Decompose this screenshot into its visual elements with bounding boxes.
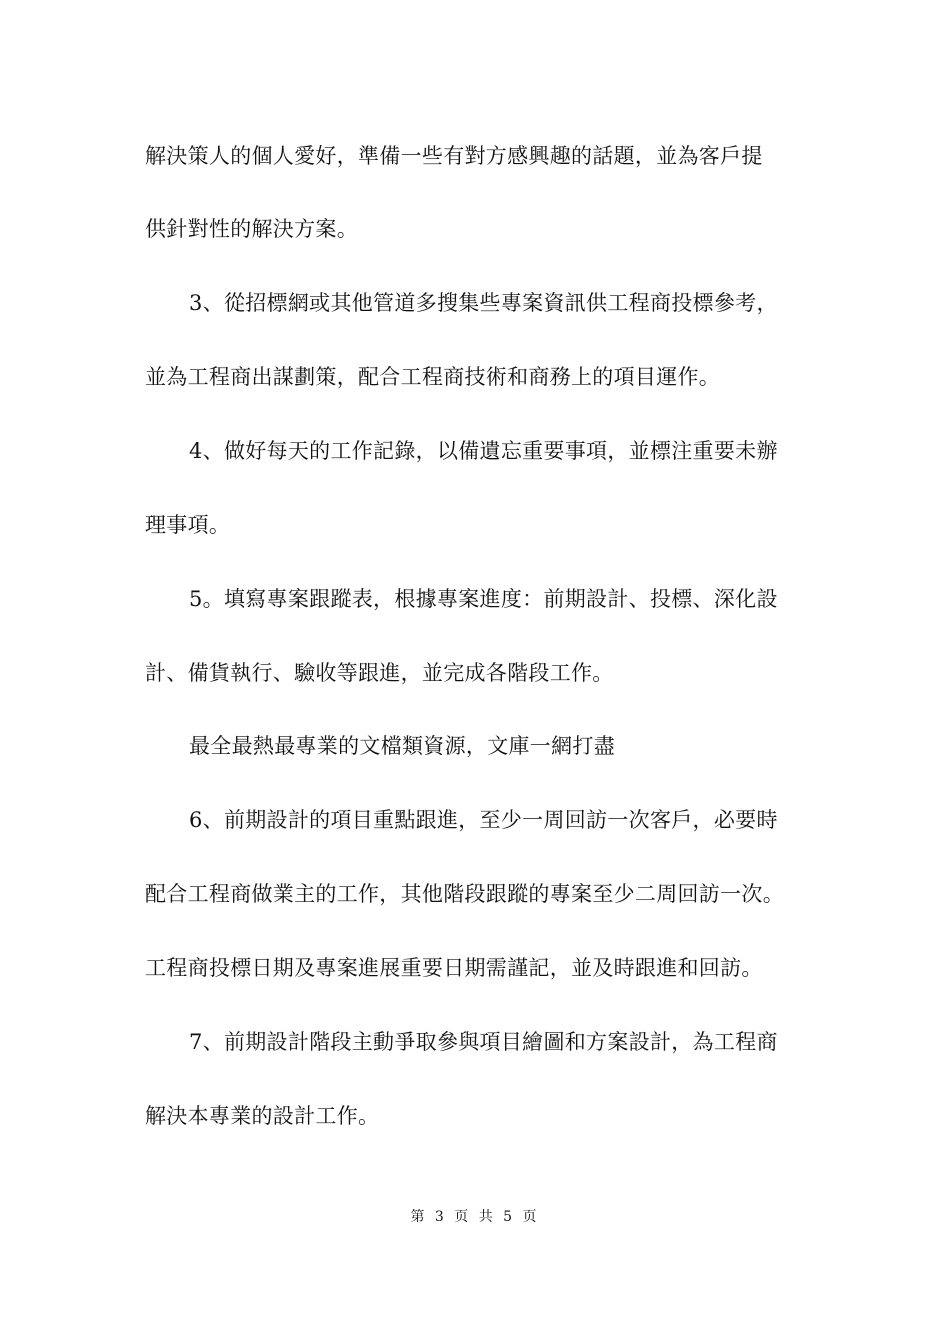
- body-line: 7、前期設計階段主動爭取參與項目繪圖和方案設計，為工程商: [189, 1030, 778, 1054]
- body-line: 5。填寫專案跟蹤表，根據專案進度：前期設計、投標、深化設: [189, 587, 778, 611]
- body-line: 4、做好每天的工作記錄，以備遺忘重要事項，並標注重要未辦: [189, 439, 778, 463]
- body-line: 解決本專業的設計工作。: [145, 1104, 380, 1128]
- body-line: 計、備貨執行、驗收等跟進，並完成各階段工作。: [145, 661, 614, 685]
- body-line: 工程商投標日期及專案進展重要日期需謹記，並及時跟進和回訪。: [145, 956, 763, 980]
- body-line: 理事項。: [145, 513, 231, 537]
- inserted-ad-line: 最全最熱最專業的文檔類資源，文庫一網打盡: [189, 734, 615, 758]
- body-line: 6、前期設計的項目重點跟進，至少一周回訪一次客戶，必要時: [189, 808, 778, 832]
- page-number-footer: 第 3 页 共 5 页: [410, 1209, 540, 1225]
- body-line: 配合工程商做業主的工作，其他階段跟蹤的專案至少二周回訪一次。: [145, 882, 784, 906]
- body-line: 供針對性的解決方案。: [145, 217, 358, 241]
- body-line: 並為工程商出謀劃策，配合工程商技術和商務上的項目運作。: [145, 365, 721, 389]
- body-line: 3、從招標網或其他管道多搜集些專案資訊供工程商投標參考，: [189, 291, 778, 315]
- body-line: 解決策人的個人愛好，準備一些有對方感興趣的話題，並為客戶提: [145, 144, 763, 168]
